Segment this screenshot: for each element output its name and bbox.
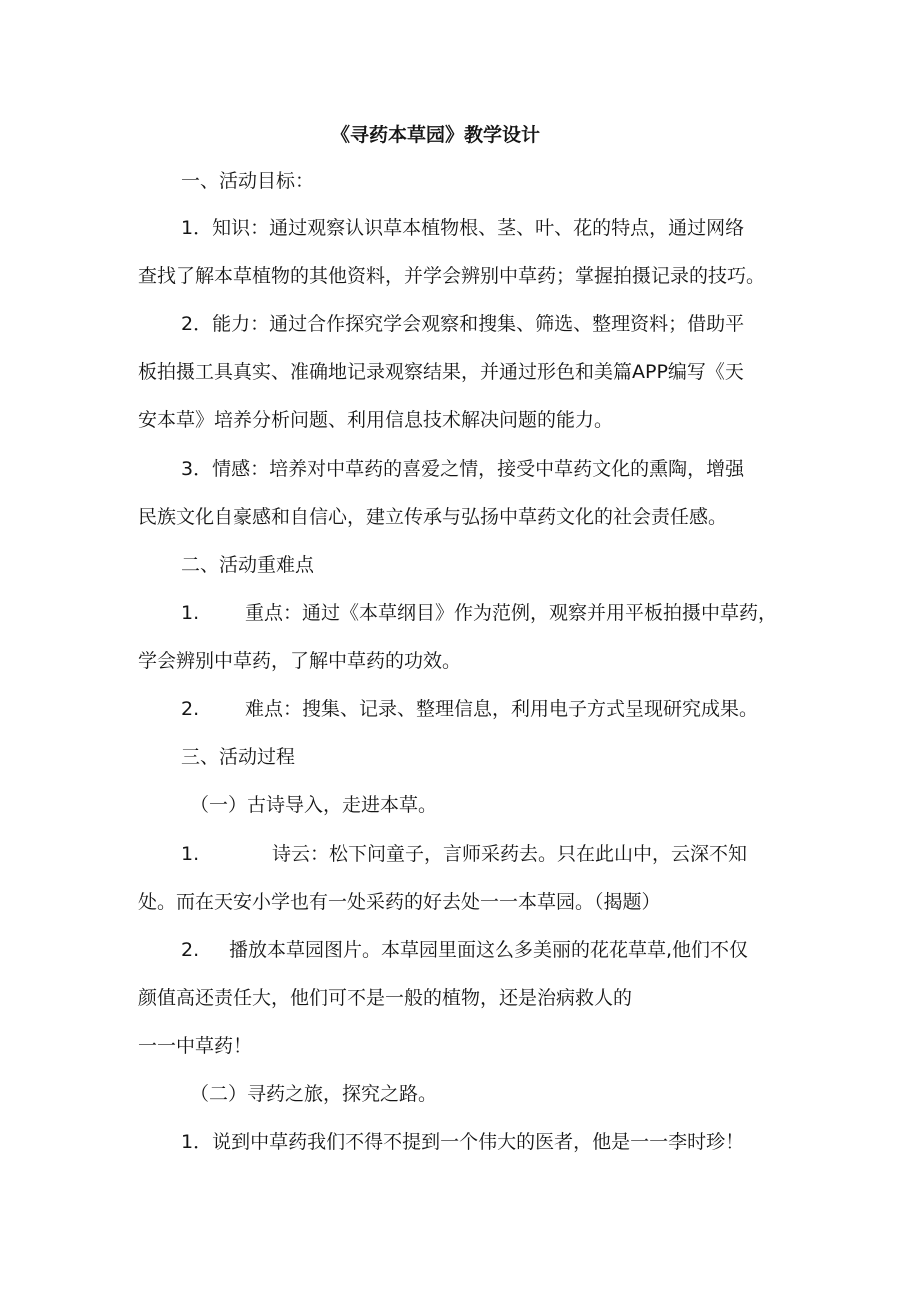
goal-3-line-2: 民族文化自豪感和自信心，建立传承与弘扬中草药文化的社会责任感。 (138, 506, 728, 528)
process-part-2-heading: （二）寻药之旅，探究之路。 (190, 1083, 438, 1105)
goal-1-text: 知识：通过观察认识草本植物根、茎、叶、花的特点，通过网络 (212, 217, 745, 239)
goal-2-number: 2． (181, 313, 213, 335)
keypoint-1-number: 1. (181, 602, 200, 624)
process-2-item-1: 1．说到中草药我们不得不提到一个伟大的医者，他是一一李时珍！ (181, 1131, 745, 1153)
goal-2-line-1 (181, 311, 744, 337)
goal-2-line-3: 安本草》培养分析问题、利用信息技术解决问题的能力。 (138, 409, 614, 431)
keypoint-1-text: 重点：通过《本草纲目》作为范例，观察并用平板拍摄中草药， (245, 602, 778, 624)
goal-2-text: 能力：通过合作探究学会观察和搜集、筛选、整理资料；借助平 (212, 313, 745, 335)
process-1-item-2-text: 播放本草园图片。本草园里面这么多美丽的花花草草,他们不仅 (229, 939, 749, 961)
keypoint-1-line-1 (181, 600, 777, 626)
goal-1-number: 1． (181, 217, 213, 239)
process-1-item-2-line-1 (181, 937, 748, 963)
process-1-item-1-text: 诗云：松下问童子，言师采药去。只在此山中，云深不知 (272, 843, 748, 865)
keypoint-2-line-1 (181, 696, 758, 722)
keypoint-2-text: 难点：搜集、记录、整理信息，利用电子方式呈现研究成果。 (245, 698, 759, 720)
goal-3-number: 3． (181, 458, 213, 480)
process-1-item-2-line-2: 颜值高还责任大，他们可不是一般的植物，还是治病救人的 (138, 987, 633, 1009)
document-title: 《寻药本草园》教学设计 (331, 124, 541, 146)
process-part-1-heading: （一）古诗导入，走进本草。 (190, 794, 438, 816)
goal-3-text: 情感：培养对中草药的喜爱之情，接受中草药文化的熏陶，增强 (212, 458, 745, 480)
process-1-item-2-line-3: 一一中草药！ (138, 1035, 253, 1057)
goal-1-line-1 (181, 215, 744, 241)
process-1-item-1-line-1 (181, 841, 747, 867)
goal-1-line-2: 查找了解本草植物的其他资料，并学会辨别中草药；掌握拍摄记录的技巧。 (138, 265, 766, 287)
keypoint-2-number: 2. (181, 698, 200, 720)
goal-2-line-2: 板拍摄工具真实、准确地记录观察结果，并通过形色和美篇APP编写《天 (138, 361, 744, 383)
keypoint-1-line-2: 学会辨别中草药，了解中草药的功效。 (138, 650, 462, 672)
section-heading-process: 三、活动过程 (181, 746, 296, 768)
section-heading-goals: 一、活动目标： (181, 170, 315, 192)
section-heading-keypoints: 二、活动重难点 (181, 554, 315, 576)
goal-3-line-1 (181, 456, 744, 482)
process-1-item-2-number: 2. (181, 939, 200, 961)
process-1-item-1-number: 1. (181, 843, 200, 865)
process-1-item-1-line-2: 处。而在天安小学也有一处采药的好去处一一本草园。（揭题） (138, 891, 661, 913)
